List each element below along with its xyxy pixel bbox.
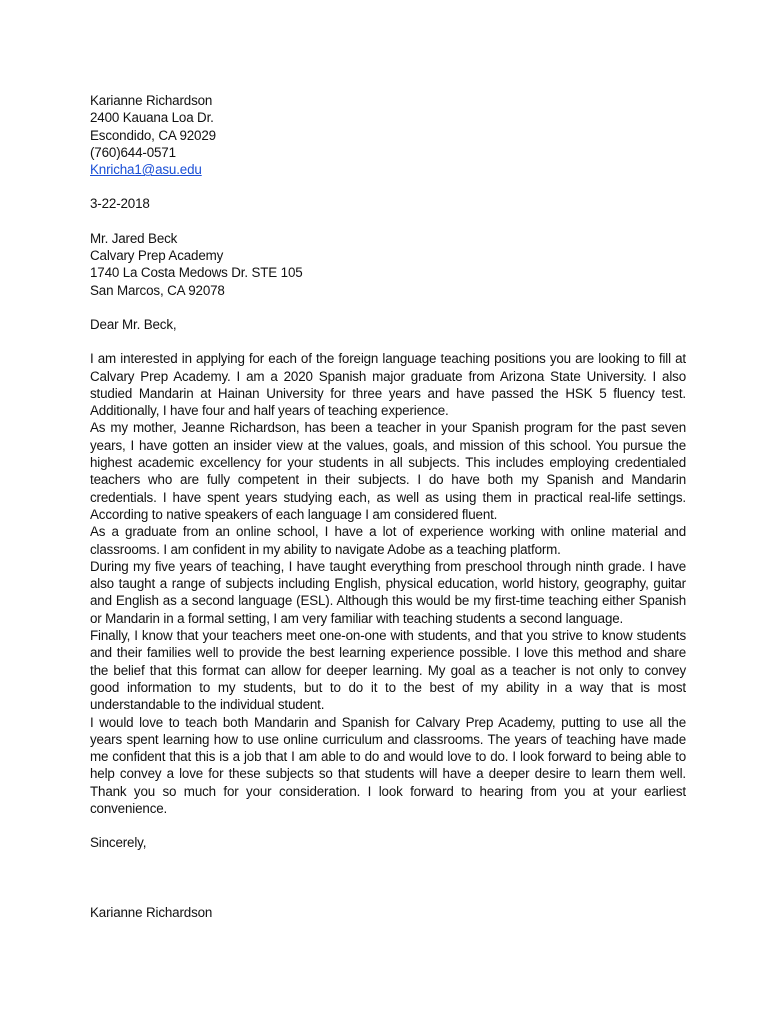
body-paragraph-teaching-experience: During my five years of teaching, I have taught everything from preschool through ninth grade. I have also taught a range of subjects including English, physical education, world history, geography, guitar and English as a second language (ESL). Although this would be my first-time teaching either Spanish or Mandarin in a formal setting, I am very familiar with teaching students a second language.: [90, 558, 686, 626]
body-paragraph-conclusion: I would love to teach both Mandarin and Spanish for Calvary Prep Academy, putting to use all the years spent learning how to use online curriculum and classrooms. The years of teaching have made me confident that this is a job that I am able to do and would love to do. I look forward to being able to help convey a love for these subjects so that students will have a deeper desire to learn them well. Thank you so much for your consideration. I look forward to hearing from you at your earliest convenience.: [90, 714, 686, 816]
recipient-name: Mr. Jared Beck: [90, 230, 178, 246]
sender-email-link[interactable]: Knricha1@asu.edu: [90, 162, 202, 178]
recipient-organization: Calvary Prep Academy: [90, 248, 224, 264]
body-paragraph-online-experience: As a graduate from an online school, I have a lot of experience working with online material and classrooms. I am confident in my ability to navigate Adobe as a teaching platform.: [90, 524, 686, 557]
closing: Sincerely,: [90, 835, 147, 851]
body-paragraph-one-on-one: Finally, I know that your teachers meet one-on-one with students, and that you strive to know students and their families well to provide the best learning experience possible. I love this method and share the belief that this format can allow for deeper learning. My goal as a teacher is not only to convey good information to my students, but to do it to the best of my ability in a way that is most understandable to the individual student.: [90, 628, 686, 713]
sender-phone: (760)644-0571: [90, 144, 176, 160]
letter-date: 3-22-2018: [90, 196, 150, 212]
recipient-city-state-zip: San Marcos, CA 92078: [90, 282, 225, 298]
sender-street: 2400 Kauana Loa Dr.: [90, 110, 214, 126]
recipient-street: 1740 La Costa Medows Dr. STE 105: [90, 265, 303, 281]
letter-body: [90, 350, 686, 817]
body-paragraph-school-values: As my mother, Jeanne Richardson, has been a teacher in your Spanish program for the past seven years, I have gotten an insider view at the values, goals, and mission of this school. You pursue the highest academic excellency for your students in all subjects. This includes employing credentialed teachers who are fully competent in their subjects. I do have both my Spanish and Mandarin credentials. I have spent years studying each, as well as using them in practical real-life settings. According to native speakers of each language I am considered fluent.: [90, 420, 686, 522]
sender-city-state-zip: Escondido, CA 92029: [90, 127, 216, 143]
signature-name: Karianne Richardson: [90, 904, 213, 920]
recipient-address: [90, 230, 686, 299]
sender-name: Karianne Richardson: [90, 93, 213, 108]
sender-address: [90, 92, 686, 178]
body-paragraph-intro: I am interested in applying for each of the foreign language teaching positions you are looking to fill at Calvary Prep Academy. I am a 2020 Spanish major graduate from Arizona State University. I also studied Mandarin at Hainan University for three years and have passed the HSK 5 fluency test. Additionally, I have four and half years of teaching experience.: [90, 351, 686, 419]
cover-letter: [90, 92, 686, 921]
salutation: Dear Mr. Beck,: [90, 316, 177, 332]
